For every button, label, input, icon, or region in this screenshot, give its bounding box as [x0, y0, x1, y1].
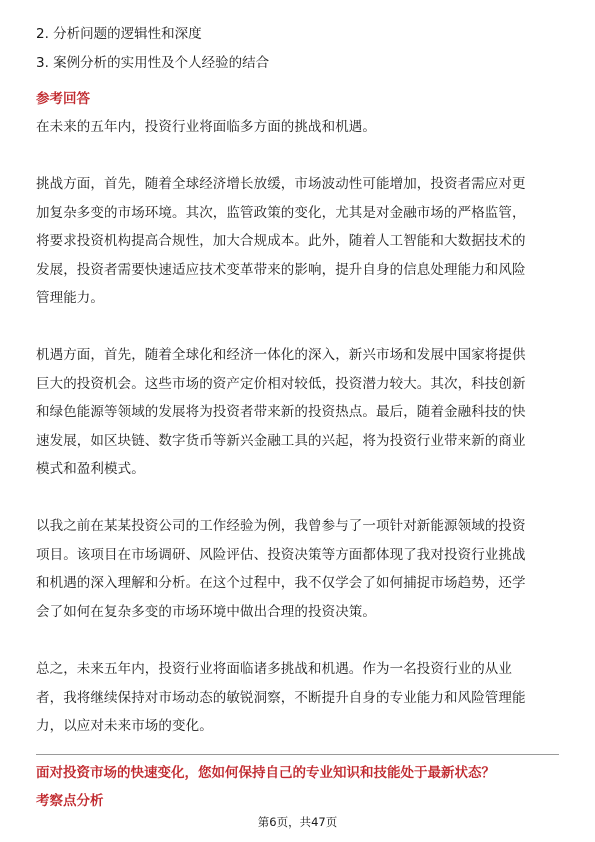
answer-paragraph-challenges [36, 170, 566, 313]
paragraph-line: 挑战方面，首先，随着全球经济增长放缓，市场波动性可能增加，投资者需应对更 [36, 176, 526, 192]
paragraph-line: 将要求投资机构提高合规性，加大合规成本。此外，随着人工智能和大数据技术的 [36, 233, 526, 249]
paragraph-line: 发展，投资者需要快速适应技术变革带来的影响，提升自身的信息处理能力和风险 [36, 261, 526, 278]
paragraph-line: 管理能力。 [36, 290, 104, 306]
paragraph-line: 和绿色能源等领域的发展将为投资者带来新的投资热点。最后，随着金融科技的快 [36, 404, 526, 420]
paragraph-line: 会了如何在复杂多变的市场环境中做出合理的投资决策。 [36, 603, 376, 620]
section-divider [36, 754, 559, 755]
paragraph-line: 巨大的投资机会。这些市场的资产定价相对较低，投资潜力较大。其次，科技创新 [36, 375, 526, 392]
paragraph-line: 模式和盈利模式。 [36, 461, 145, 477]
analysis-heading: 考察点分析 [36, 793, 104, 809]
answer-paragraph-experience [36, 512, 566, 626]
paragraph-line: 者，我将继续保持对市场动态的敏锐洞察，不断提升自身的专业能力和风险管理能 [36, 689, 526, 706]
paragraph-line: 机遇方面，首先，随着全球化和经济一体化的深入，新兴市场和发展中国家将提供 [36, 347, 526, 363]
paragraph-line: 在未来的五年内，投资行业将面临多方面的挑战和机遇。 [36, 119, 376, 135]
paragraph-line: 项目。该项目在市场调研、风险评估、投资决策等方面都体现了我对投资行业挑战 [36, 546, 526, 563]
answer-paragraph-intro [36, 113, 566, 142]
next-question-heading: 面对投资市场的快速变化，您如何保持自己的专业知识和技能处于最新状态？ [36, 765, 495, 781]
paragraph-line: 和机遇的深入理解和分析。在这个过程中，我不仅学会了如何捕捉市场趋势，还学 [36, 575, 526, 591]
reference-answer-heading: 参考回答 [36, 91, 90, 107]
criteria-item-3: 3. 案例分析的实用性及个人经验的结合 [36, 55, 270, 71]
answer-paragraph-opportunities [36, 341, 566, 484]
page-number-footer: 第6页，共47页 [257, 815, 338, 829]
paragraph-line: 以我之前在某某投资公司的工作经验为例，我曾参与了一项针对新能源领域的投资 [36, 518, 526, 534]
paragraph-line: 加复杂多变的市场环境。其次，监管政策的变化，尤其是对金融市场的严格监管， [36, 204, 526, 221]
criteria-item-2: 2. 分析问题的逻辑性和深度 [36, 26, 202, 42]
paragraph-line: 总之，未来五年内，投资行业将面临诸多挑战和机遇。作为一名投资行业的从业 [36, 661, 512, 677]
paragraph-line: 力，以应对未来市场的变化。 [36, 718, 213, 734]
paragraph-line: 速发展，如区块链、数字货币等新兴金融工具的兴起，将为投资行业带来新的商业 [36, 432, 526, 449]
answer-paragraph-conclusion [36, 655, 566, 741]
